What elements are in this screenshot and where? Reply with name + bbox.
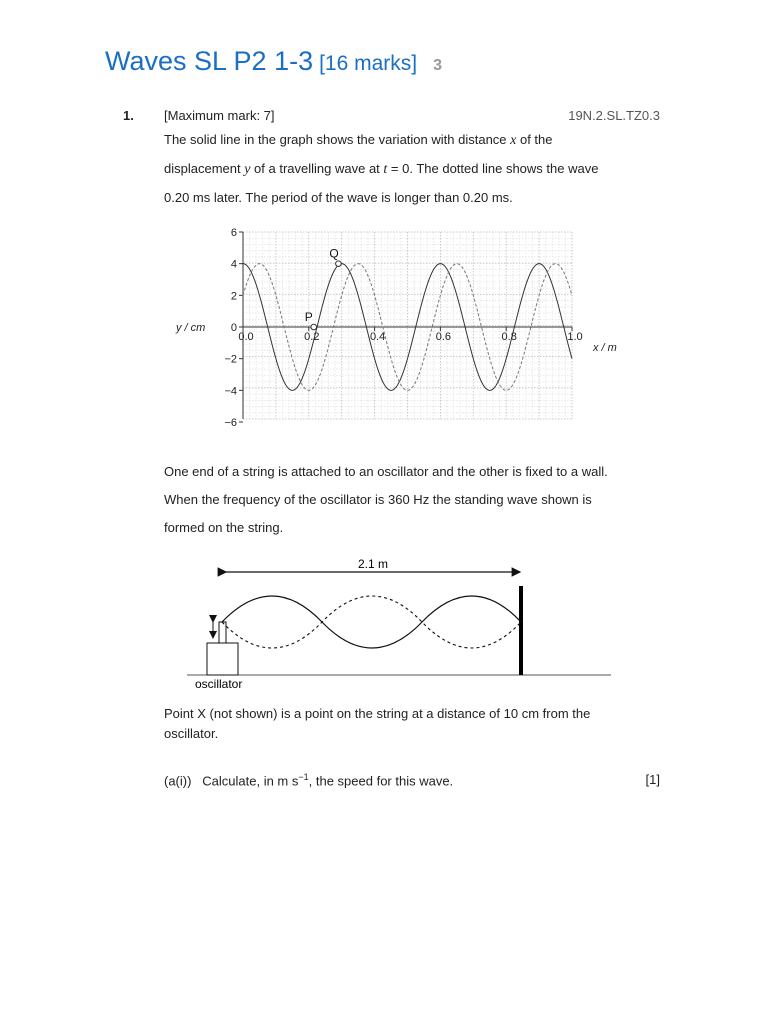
y-tick-label: −2 — [224, 353, 237, 366]
y-tick-label: 2 — [230, 290, 237, 303]
question-code: 19N.2.SL.TZ0.3 — [568, 108, 660, 123]
length-label: 2.1 m — [357, 557, 389, 571]
y-tick-label: −4 — [224, 385, 237, 398]
y-tick-label: 4 — [230, 258, 237, 271]
part-marks: [1] — [645, 772, 660, 787]
intro-text-1: The solid line in the graph shows the variation with distance — [164, 132, 511, 147]
x-tick-label: 0.6 — [435, 331, 452, 343]
y-tick-label: 0 — [230, 322, 237, 334]
max-mark: [Maximum mark: 7] — [164, 108, 275, 123]
var-t: t — [383, 162, 388, 177]
intro-paragraph — [164, 126, 624, 212]
oscillator-label: oscillator — [195, 677, 243, 691]
intro-text-2: of the displacement — [164, 132, 553, 176]
oscillator-rod — [219, 622, 226, 643]
x-tick-label: 0.2 — [304, 331, 320, 343]
string-dashed — [222, 596, 521, 648]
point-p-label: P — [304, 310, 313, 324]
question-number: 1. — [123, 108, 134, 123]
var-y: y — [244, 162, 251, 177]
x-tick-label: 0.0 — [238, 331, 254, 343]
part-text-1: Calculate, in m s — [202, 773, 299, 789]
dotted-wave-line — [243, 264, 572, 391]
graph-axes — [239, 232, 572, 422]
point-q-marker — [336, 261, 342, 267]
x-tick-label: 0.4 — [369, 331, 386, 343]
x-axis-label: x / m — [593, 342, 617, 354]
graph-labels — [175, 227, 617, 429]
x-tick-label: 1.0 — [567, 331, 583, 343]
part-sup: −1 — [298, 772, 309, 782]
string-solid — [222, 596, 521, 648]
point-x-paragraph: Point X (not shown) is a point on the string at a distance of 10 cm from the oscillator. — [164, 706, 591, 741]
graph-grid — [243, 232, 572, 419]
part-label: (a(i)) — [164, 773, 192, 789]
question-part — [164, 772, 453, 788]
graph-series — [243, 264, 572, 391]
string-paragraph: One end of a string is attached to an oscillator and the other is fixed to a wall. When the frequency of the oscillator is 360 Hz the standing wave shown is formed on the string. — [164, 464, 608, 535]
var-x: x — [510, 133, 517, 148]
y-tick-label: 6 — [230, 227, 237, 239]
question-count-badge: 3 — [433, 57, 443, 74]
point-q-label: Q — [329, 246, 339, 261]
y-tick-label: −6 — [224, 417, 237, 429]
title-text: Waves SL P2 1-3 — [105, 46, 314, 76]
intro-text-4: = 0. The dotted line shows the wave 0.20 ms later. The period of the wave is longer than 0.20 ms. — [164, 161, 599, 205]
part-text-2: , the speed for this wave. — [308, 773, 454, 789]
oscillator-box — [207, 643, 238, 675]
intro-text-3: of a travelling wave at — [250, 161, 384, 176]
page-title — [105, 46, 442, 77]
solid-wave-line — [243, 264, 572, 391]
point-p-marker — [311, 324, 317, 330]
title-marks: [16 marks] — [319, 52, 418, 75]
x-tick-label: 0.8 — [501, 331, 517, 343]
y-axis-label: y / cm — [176, 322, 206, 334]
